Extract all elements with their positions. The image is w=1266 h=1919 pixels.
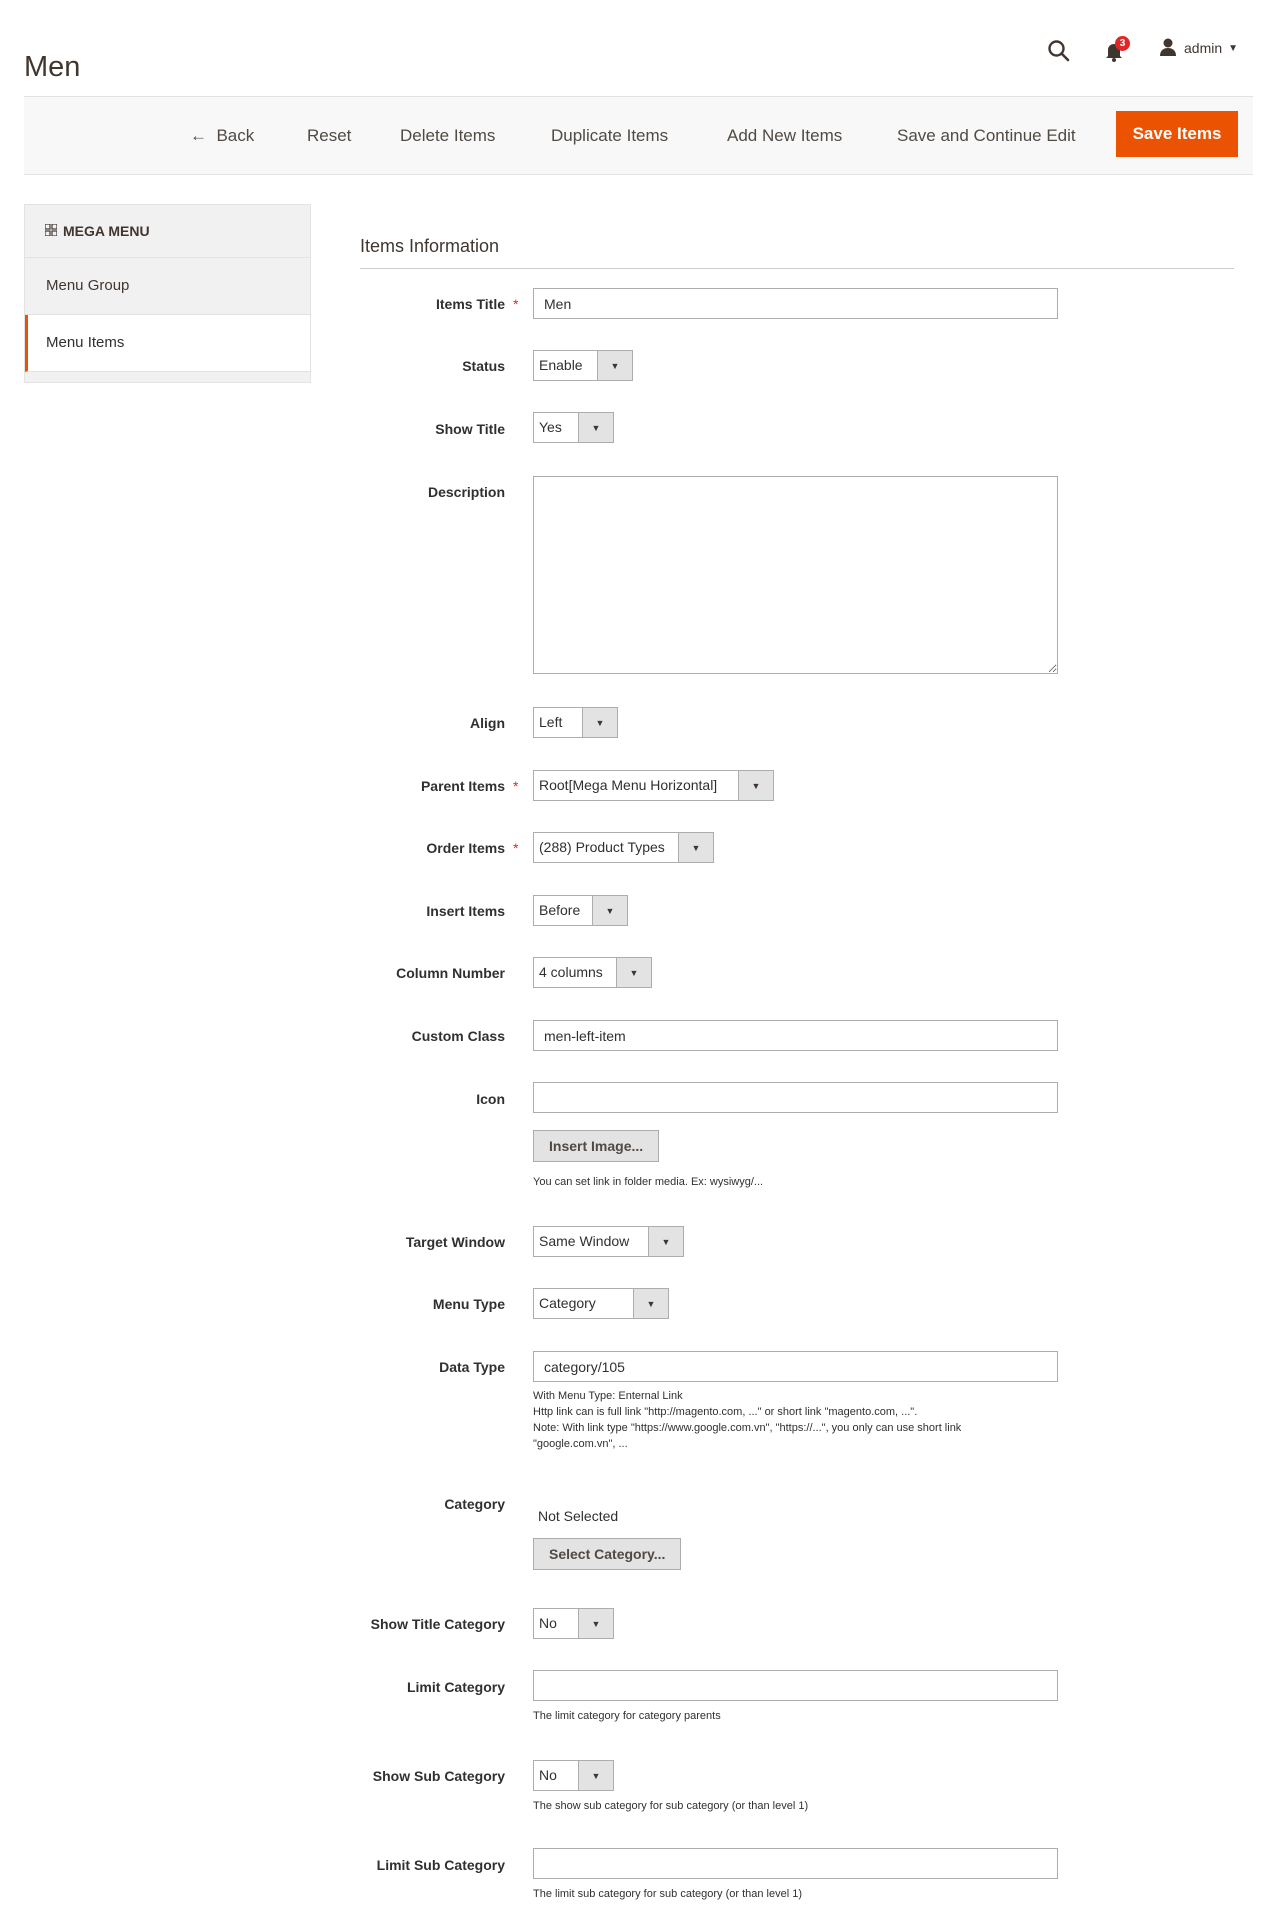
data-type-note-line: Http link can is full link "http://magento.com, ..." or short link "magento.com, ...".	[533, 1406, 918, 1418]
insert-items-select[interactable]	[533, 895, 628, 926]
limit-sub-category-label: Limit Sub Category	[376, 1857, 505, 1873]
category-value: Not Selected	[538, 1508, 619, 1524]
page-actions-toolbar	[24, 96, 1253, 175]
select-arrow-icon: ▼	[592, 896, 627, 925]
menu-type-select[interactable]	[533, 1288, 669, 1319]
custom-class-input[interactable]	[533, 1020, 1058, 1051]
show-sub-category-label: Show Sub Category	[372, 1768, 505, 1784]
icon-field-label: Icon	[476, 1091, 505, 1107]
user-menu[interactable]	[1158, 36, 1238, 60]
required-marker: *	[513, 840, 519, 856]
status-select[interactable]	[533, 350, 633, 381]
insert-items-value: Before	[539, 902, 581, 918]
select-arrow-icon: ▼	[582, 708, 617, 737]
show-sub-category-note: The show sub category for sub category (or than level 1)	[533, 1800, 809, 1812]
data-type-note	[533, 1388, 961, 1452]
data-type-input[interactable]	[533, 1351, 1058, 1382]
target-window-label: Target Window	[405, 1234, 505, 1250]
section-divider	[360, 268, 1234, 269]
select-arrow-icon: ▼	[578, 413, 613, 442]
grid-icon	[45, 205, 57, 257]
menu-type-label: Menu Type	[432, 1296, 505, 1312]
description-label: Description	[427, 484, 505, 500]
select-arrow-icon: ▼	[678, 833, 713, 862]
limit-category-note: The limit category for category parents	[533, 1710, 721, 1722]
required-marker: *	[513, 778, 519, 794]
back-button[interactable]	[190, 97, 254, 174]
search-icon[interactable]	[1046, 38, 1072, 64]
parent-items-select[interactable]	[533, 770, 774, 801]
select-arrow-icon: ▼	[738, 771, 773, 800]
user-name: admin	[1184, 40, 1223, 56]
delete-items-button[interactable]: Delete Items	[400, 97, 495, 174]
save-and-continue-button[interactable]: Save and Continue Edit	[897, 97, 1076, 174]
data-type-note-line: "google.com.vn", ...	[533, 1438, 628, 1450]
sidebar-item-menu-group[interactable]: Menu Group	[25, 258, 310, 315]
category-label: Category	[444, 1496, 505, 1512]
insert-items-label: Insert Items	[426, 903, 505, 919]
insert-image-button[interactable]: Insert Image...	[533, 1130, 659, 1162]
items-title-label: Items Title	[436, 296, 505, 312]
parent-items-label: Parent Items	[420, 778, 505, 794]
select-arrow-icon: ▼	[578, 1609, 613, 1638]
custom-class-label: Custom Class	[411, 1028, 505, 1044]
caret-down-icon: ▼	[1228, 42, 1239, 54]
show-sub-category-value: No	[539, 1767, 557, 1783]
order-items-label: Order Items	[426, 840, 505, 856]
limit-sub-category-note: The limit sub category for sub category (or than level 1)	[533, 1888, 803, 1900]
select-arrow-icon: ▼	[648, 1227, 683, 1256]
arrow-left-icon: ←	[190, 126, 207, 145]
sidebar-title-label: MEGA MENU	[63, 223, 150, 239]
show-sub-category-select[interactable]	[533, 1760, 614, 1791]
select-arrow-icon: ▼	[578, 1761, 613, 1790]
reset-button[interactable]: Reset	[307, 97, 351, 174]
show-title-label: Show Title	[435, 421, 505, 437]
show-title-select[interactable]	[533, 412, 614, 443]
parent-items-value: Root[Mega Menu Horizontal]	[539, 777, 718, 793]
target-window-value: Same Window	[539, 1233, 630, 1249]
align-label: Align	[470, 715, 505, 731]
order-items-select[interactable]	[533, 832, 714, 863]
icon-input[interactable]	[533, 1082, 1058, 1113]
items-title-input[interactable]	[533, 288, 1058, 319]
column-number-value: 4 columns	[539, 964, 603, 980]
back-button-label: Back	[216, 126, 255, 145]
show-title-category-value: No	[539, 1615, 557, 1631]
icon-note: You can set link in folder media. Ex: wysiwyg/...	[533, 1176, 764, 1188]
limit-category-label: Limit Category	[406, 1679, 505, 1695]
sidebar	[24, 204, 311, 383]
section-title: Items Information	[360, 236, 500, 256]
column-number-label: Column Number	[396, 965, 505, 981]
notification-badge: 3	[1115, 36, 1130, 51]
data-type-note-line: Note: With link type "https://www.google.com.vn", "https://...", you only can use short link	[533, 1422, 962, 1434]
data-type-note-line: With Menu Type: Enternal Link	[533, 1390, 683, 1402]
add-new-items-button[interactable]: Add New Items	[727, 97, 842, 174]
data-type-label: Data Type	[439, 1359, 505, 1375]
status-value: Enable	[539, 357, 583, 373]
order-items-value: (288) Product Types	[539, 839, 665, 855]
menu-type-value: Category	[539, 1295, 596, 1311]
description-textarea[interactable]	[533, 476, 1058, 674]
show-title-category-label: Show Title Category	[370, 1616, 505, 1632]
show-title-value: Yes	[539, 419, 562, 435]
align-value: Left	[539, 714, 563, 730]
align-select[interactable]	[533, 707, 618, 738]
select-arrow-icon: ▼	[597, 351, 632, 380]
page-title: Men	[24, 51, 81, 84]
user-icon	[1158, 37, 1178, 60]
limit-category-input[interactable]	[533, 1670, 1058, 1701]
select-arrow-icon: ▼	[633, 1289, 668, 1318]
target-window-select[interactable]	[533, 1226, 684, 1257]
sidebar-title	[25, 205, 310, 258]
select-arrow-icon: ▼	[616, 958, 651, 987]
column-number-select[interactable]	[533, 957, 652, 988]
duplicate-items-button[interactable]: Duplicate Items	[551, 97, 668, 174]
limit-sub-category-input[interactable]	[533, 1848, 1058, 1879]
status-label: Status	[462, 358, 505, 374]
show-title-category-select[interactable]	[533, 1608, 614, 1639]
save-items-button[interactable]: Save Items	[1116, 111, 1238, 157]
sidebar-item-menu-items[interactable]: Menu Items	[25, 315, 310, 372]
required-marker: *	[513, 296, 519, 312]
select-category-button[interactable]: Select Category...	[533, 1538, 681, 1570]
